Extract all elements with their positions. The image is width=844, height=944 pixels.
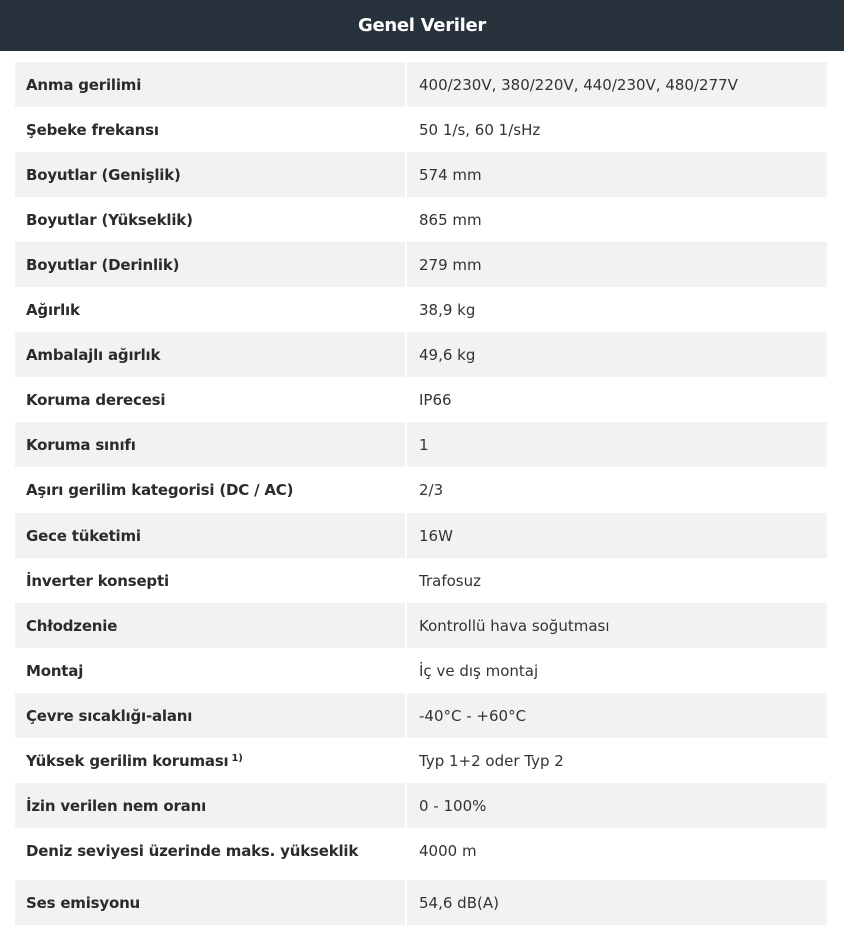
row-label: Şebeke frekansı (26, 120, 159, 139)
table-row (15, 738, 827, 783)
row-label: Ambalajlı ağırlık (15, 332, 405, 377)
table-row (15, 287, 827, 332)
row-label: Deniz seviyesi üzerinde maks. yükseklik (26, 841, 359, 860)
row-label: Boyutlar (Genişlik) (15, 152, 405, 197)
table-row (15, 693, 827, 738)
row-value: 0 - 100% (407, 783, 827, 828)
table-row (15, 558, 827, 603)
row-value: 400/230V, 380/220V, 440/230V, 480/277V (407, 62, 827, 107)
row-label: Chłodzenie (15, 603, 405, 648)
table-row (15, 242, 827, 287)
row-value: IP66 (419, 390, 452, 409)
row-label: Boyutlar (Derinlik) (15, 242, 405, 287)
row-value: 4000 m (419, 841, 477, 860)
table-row (15, 828, 827, 873)
row-label: Boyutlar (Yükseklik) (26, 210, 193, 229)
row-label-with-footnote: Yüksek gerilim koruması $^{1)}$ (26, 751, 243, 770)
row-label: Ağırlık (26, 300, 80, 319)
table-row (15, 377, 827, 422)
table-header (0, 0, 844, 51)
table-row (15, 513, 827, 558)
row-value: 38,9 kg (419, 300, 476, 319)
table-row (15, 648, 827, 693)
row-value: Trafosuz (419, 571, 481, 590)
table-row (15, 603, 827, 648)
row-label: İnverter konsepti (26, 571, 169, 590)
row-value: Kontrollü hava soğutması (407, 603, 827, 648)
table-row (15, 880, 827, 925)
table-row (15, 467, 827, 512)
row-label: Gece tüketimi (15, 513, 405, 558)
row-value: 16W (407, 513, 827, 558)
row-label: Koruma derecesi (26, 390, 166, 409)
row-value: 2/3 (419, 480, 444, 499)
table-row (15, 783, 827, 828)
row-value: İç ve dış montaj (419, 661, 539, 680)
row-label: Aşırı gerilim kategorisi (DC / AC) (26, 480, 294, 499)
row-value: -40°C - +60°C (407, 693, 827, 738)
row-label: Anma gerilimi (15, 62, 405, 107)
row-label: Yüksek gerilim koruması (26, 751, 229, 770)
row-label: Ses emisyonu (15, 880, 405, 925)
table-row (15, 62, 827, 107)
row-value: 865 mm (419, 210, 482, 229)
table-row (15, 107, 827, 152)
row-value: Typ 1+2 oder Typ 2 (419, 751, 564, 770)
row-value: 279 mm (407, 242, 827, 287)
row-value: 574 mm (407, 152, 827, 197)
row-value: 49,6 kg (407, 332, 827, 377)
row-label: İzin verilen nem oranı (15, 783, 405, 828)
row-label: Montaj (26, 661, 84, 680)
table-row (15, 197, 827, 242)
row-label: Çevre sıcaklığı-alanı (15, 693, 405, 738)
row-value: 50 1/s, 60 1/sHz (419, 120, 541, 139)
table-row (15, 332, 827, 377)
row-value: 54,6 dB(A) (407, 880, 827, 925)
row-label: Koruma sınıfı (15, 422, 405, 467)
row-value: 1 (407, 422, 827, 467)
table-row (15, 422, 827, 467)
table-row (15, 152, 827, 197)
table-title: Genel Veriler (358, 15, 486, 36)
